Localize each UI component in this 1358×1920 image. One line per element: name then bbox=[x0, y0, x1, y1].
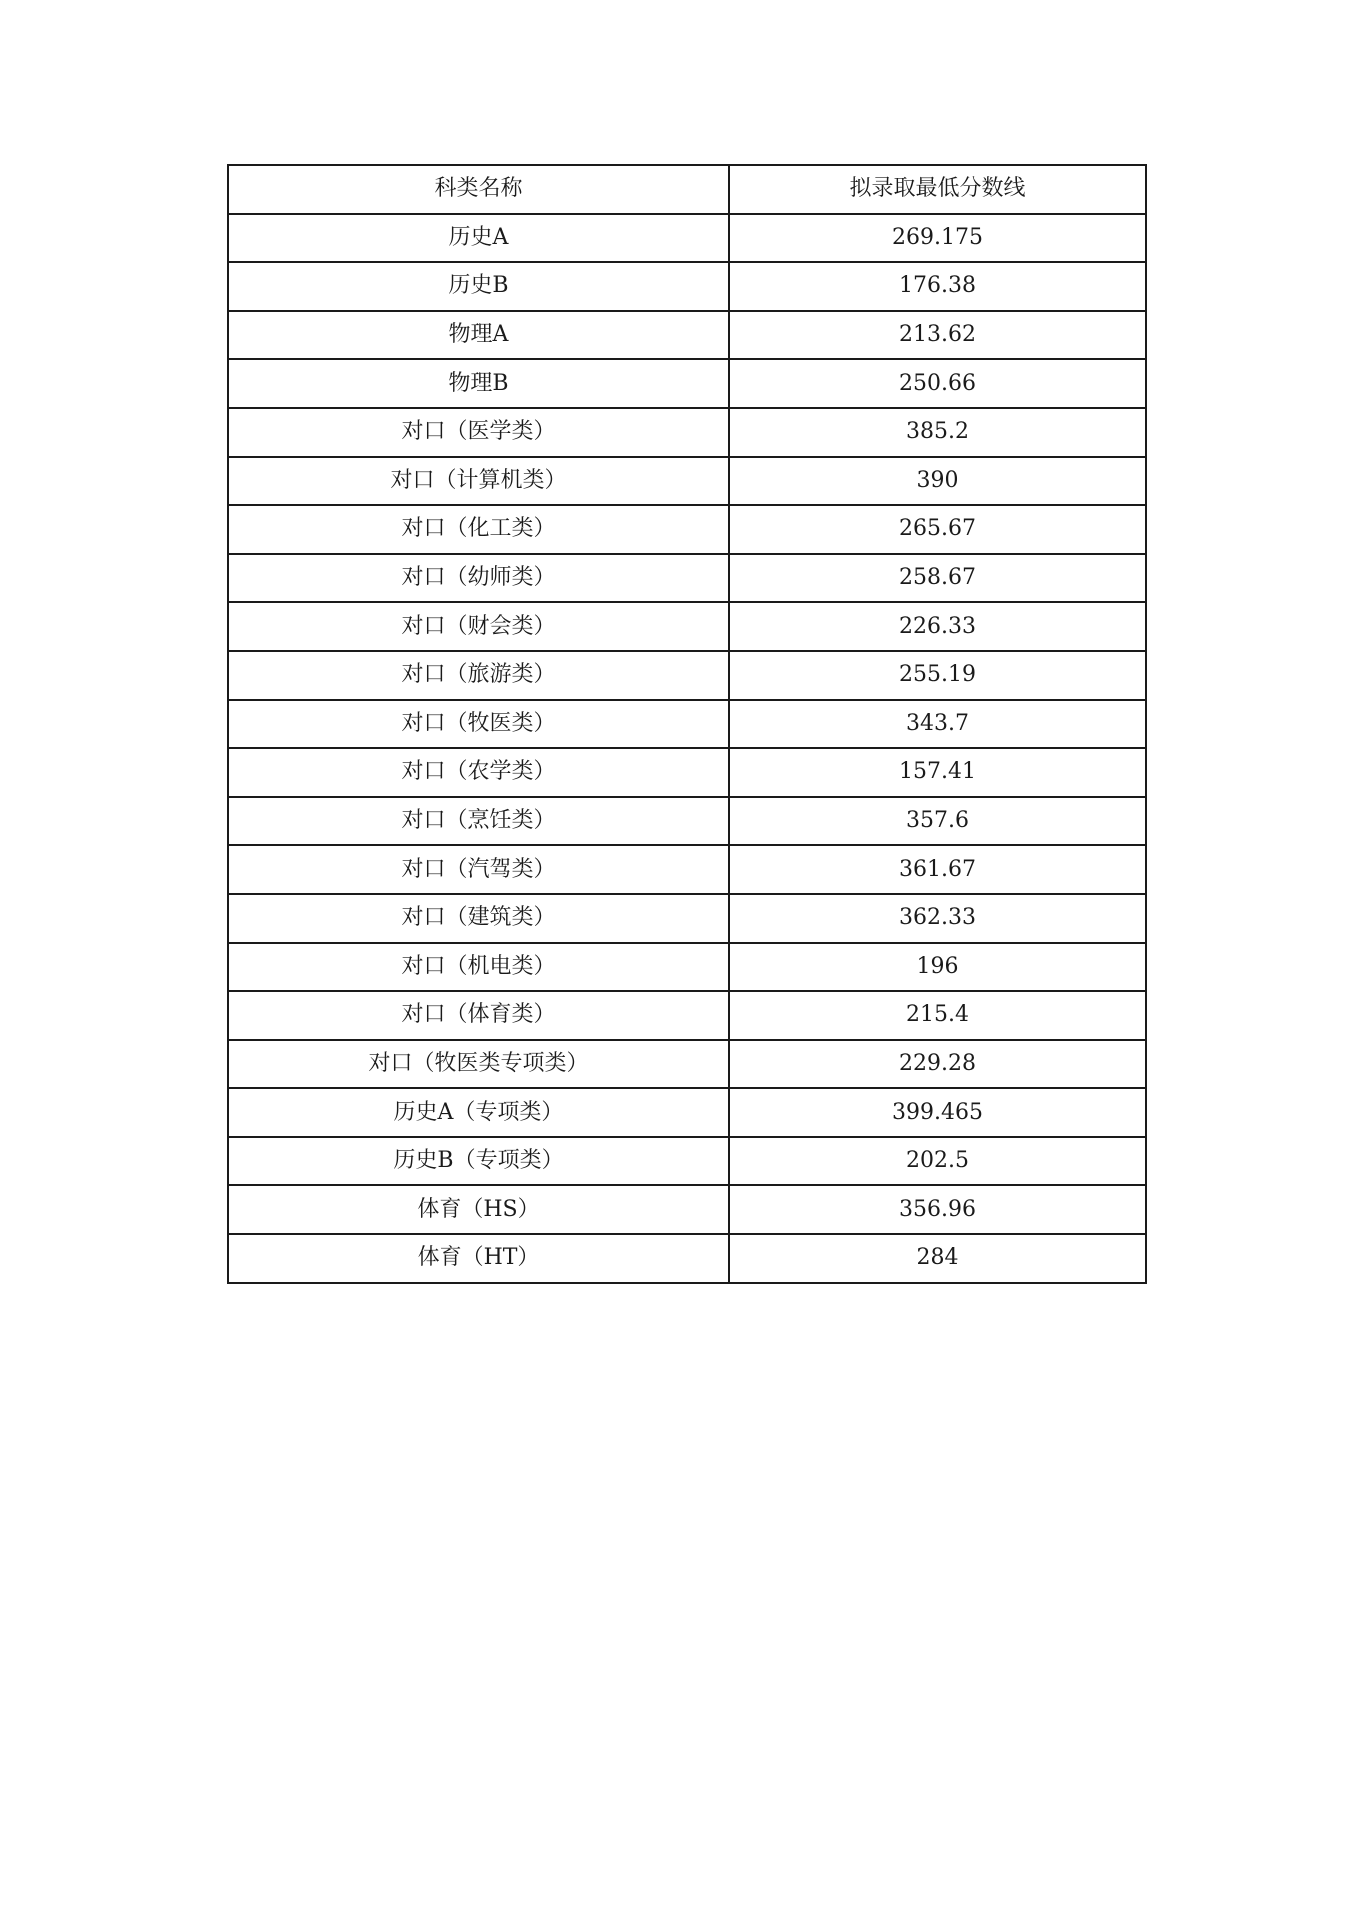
min-score-cell: 213.62 bbox=[729, 311, 1146, 360]
min-score-cell: 356.96 bbox=[729, 1185, 1146, 1234]
table-row bbox=[228, 1040, 1146, 1089]
min-score-cell: 255.19 bbox=[729, 651, 1146, 700]
category-cell: 对口（计算机类） bbox=[228, 457, 729, 506]
header-row bbox=[228, 165, 1146, 214]
table-row bbox=[228, 943, 1146, 992]
table-row bbox=[228, 505, 1146, 554]
category-cell: 对口（幼师类） bbox=[228, 554, 729, 603]
table-row bbox=[228, 845, 1146, 894]
table-row bbox=[228, 1234, 1146, 1283]
category-cell: 体育（HT） bbox=[228, 1234, 729, 1283]
min-score-cell: 284 bbox=[729, 1234, 1146, 1283]
category-cell: 历史B（专项类） bbox=[228, 1137, 729, 1186]
table-row bbox=[228, 262, 1146, 311]
category-cell: 历史B bbox=[228, 262, 729, 311]
score-table bbox=[227, 164, 1147, 1284]
min-score-cell: 390 bbox=[729, 457, 1146, 506]
category-cell: 对口（化工类） bbox=[228, 505, 729, 554]
table-row bbox=[228, 991, 1146, 1040]
table-header bbox=[228, 165, 1146, 214]
table-row bbox=[228, 748, 1146, 797]
column-header-min-score: 拟录取最低分数线 bbox=[729, 165, 1146, 214]
category-cell: 对口（建筑类） bbox=[228, 894, 729, 943]
column-header-category: 科类名称 bbox=[228, 165, 729, 214]
table-row bbox=[228, 457, 1146, 506]
table-row bbox=[228, 554, 1146, 603]
table-row bbox=[228, 700, 1146, 749]
min-score-cell: 229.28 bbox=[729, 1040, 1146, 1089]
table-row bbox=[228, 1185, 1146, 1234]
category-cell: 对口（旅游类） bbox=[228, 651, 729, 700]
min-score-cell: 196 bbox=[729, 943, 1146, 992]
table-row bbox=[228, 602, 1146, 651]
min-score-cell: 176.38 bbox=[729, 262, 1146, 311]
min-score-cell: 399.465 bbox=[729, 1088, 1146, 1137]
min-score-cell: 361.67 bbox=[729, 845, 1146, 894]
category-cell: 对口（医学类） bbox=[228, 408, 729, 457]
table-row bbox=[228, 311, 1146, 360]
category-cell: 历史A bbox=[228, 214, 729, 263]
min-score-cell: 357.6 bbox=[729, 797, 1146, 846]
category-cell: 对口（烹饪类） bbox=[228, 797, 729, 846]
min-score-cell: 226.33 bbox=[729, 602, 1146, 651]
table-row bbox=[228, 797, 1146, 846]
category-cell: 对口（汽驾类） bbox=[228, 845, 729, 894]
category-cell: 对口（农学类） bbox=[228, 748, 729, 797]
category-cell: 对口（体育类） bbox=[228, 991, 729, 1040]
min-score-cell: 265.67 bbox=[729, 505, 1146, 554]
category-cell: 对口（财会类） bbox=[228, 602, 729, 651]
table-row bbox=[228, 651, 1146, 700]
min-score-cell: 202.5 bbox=[729, 1137, 1146, 1186]
table-row bbox=[228, 214, 1146, 263]
table-row bbox=[228, 1088, 1146, 1137]
table-row bbox=[228, 359, 1146, 408]
table-row bbox=[228, 894, 1146, 943]
table-body bbox=[228, 214, 1146, 1283]
min-score-cell: 385.2 bbox=[729, 408, 1146, 457]
category-cell: 物理B bbox=[228, 359, 729, 408]
category-cell: 体育（HS） bbox=[228, 1185, 729, 1234]
category-cell: 对口（牧医类） bbox=[228, 700, 729, 749]
table-row bbox=[228, 408, 1146, 457]
table-row bbox=[228, 1137, 1146, 1186]
category-cell: 物理A bbox=[228, 311, 729, 360]
min-score-cell: 362.33 bbox=[729, 894, 1146, 943]
category-cell: 对口（牧医类专项类） bbox=[228, 1040, 729, 1089]
min-score-cell: 250.66 bbox=[729, 359, 1146, 408]
category-cell: 历史A（专项类） bbox=[228, 1088, 729, 1137]
min-score-cell: 343.7 bbox=[729, 700, 1146, 749]
min-score-cell: 215.4 bbox=[729, 991, 1146, 1040]
min-score-cell: 269.175 bbox=[729, 214, 1146, 263]
min-score-cell: 258.67 bbox=[729, 554, 1146, 603]
category-cell: 对口（机电类） bbox=[228, 943, 729, 992]
min-score-cell: 157.41 bbox=[729, 748, 1146, 797]
